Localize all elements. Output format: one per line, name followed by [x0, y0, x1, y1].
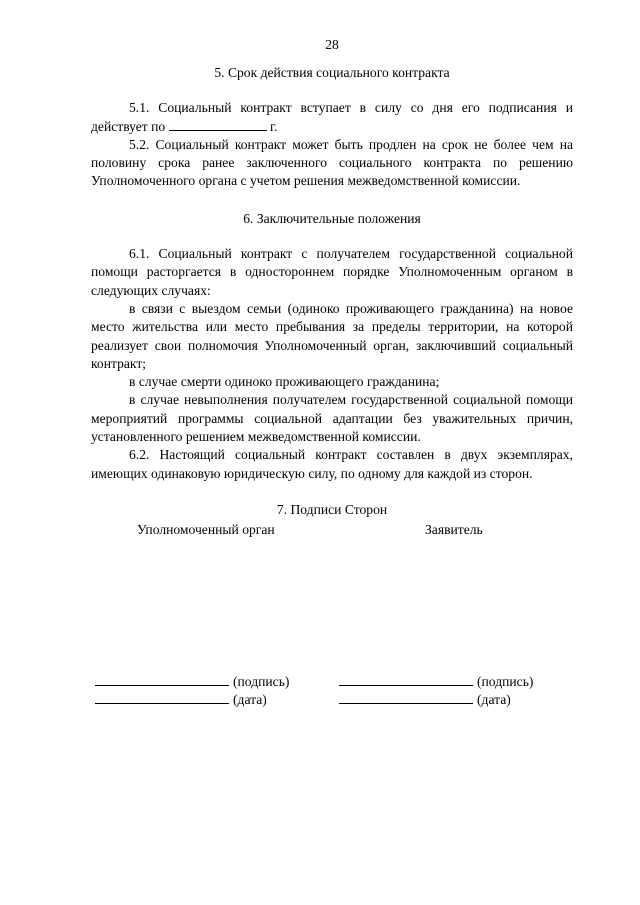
right-signature-label: (подпись)	[477, 674, 534, 689]
paragraph-5-2: 5.2. Социальный контракт может быть продлен на срок не более чем на половину срока ранее заключенного социального контракта по решению Уполномоченного органа с учетом решения межведомственной комиссии.	[91, 136, 573, 189]
left-date-label: (дата)	[233, 692, 267, 707]
right-signature-line	[339, 672, 473, 686]
termination-case-2: в случае смерти одиноко проживающего гражданина;	[129, 374, 440, 390]
paragraph-5-1-suffix: г.	[270, 118, 278, 134]
section-6-body	[91, 245, 573, 483]
section-7-title: 7. Подписи Сторон	[276, 501, 388, 517]
paragraph-6-1: 6.1. Социальный контракт с получателем государственной социальной помощи расторгается в одностороннем порядке Уполномоченным органом в следующих случаях:	[91, 246, 573, 298]
paragraph-6-2: 6.2. Настоящий социальный контракт составлен в двух экземплярах, имеющих одинаковую юридическую силу, по одному для каждой из сторон.	[91, 447, 573, 481]
date-blank-line	[169, 118, 267, 131]
date-row	[93, 690, 553, 708]
section-5-title: 5. Срок действия социального контракта	[214, 65, 450, 80]
party-applicant: Заявитель	[425, 522, 483, 538]
termination-case-3: в случае невыполнения получателем государственной социальной помощи мероприятий программы социальной адаптации без уважительных причин, установленного решением межведомственной комиссии.	[91, 392, 573, 445]
section-5-body	[91, 99, 573, 190]
right-date-label: (дата)	[477, 692, 511, 707]
party-authorized-body: Уполномоченный орган	[137, 522, 275, 538]
left-date-line	[95, 690, 229, 704]
paragraph-5-1	[91, 99, 573, 136]
parties-row	[91, 521, 573, 541]
right-date	[339, 690, 511, 709]
left-signature	[95, 672, 289, 691]
page-number: 28	[325, 37, 339, 52]
signature-row	[93, 672, 553, 690]
left-date	[95, 690, 267, 709]
left-signature-label: (подпись)	[233, 674, 290, 689]
right-signature	[339, 672, 533, 691]
right-date-line	[339, 690, 473, 704]
document-page	[91, 36, 573, 541]
signature-block	[93, 672, 553, 708]
left-signature-line	[95, 672, 229, 686]
section-6-title: 6. Заключительные положения	[243, 210, 421, 226]
termination-case-1: в связи с выездом семьи (одиноко проживающего гражданина) на новое место жительства или место пребывания за пределы территории, на которой реализует свои полномочия Уполномоченный орган, заключивший социальный контракт;	[91, 300, 573, 371]
paragraph-5-1-text: 5.1. Социальный контракт вступает в силу со дня его подписания и действует по	[91, 100, 573, 134]
